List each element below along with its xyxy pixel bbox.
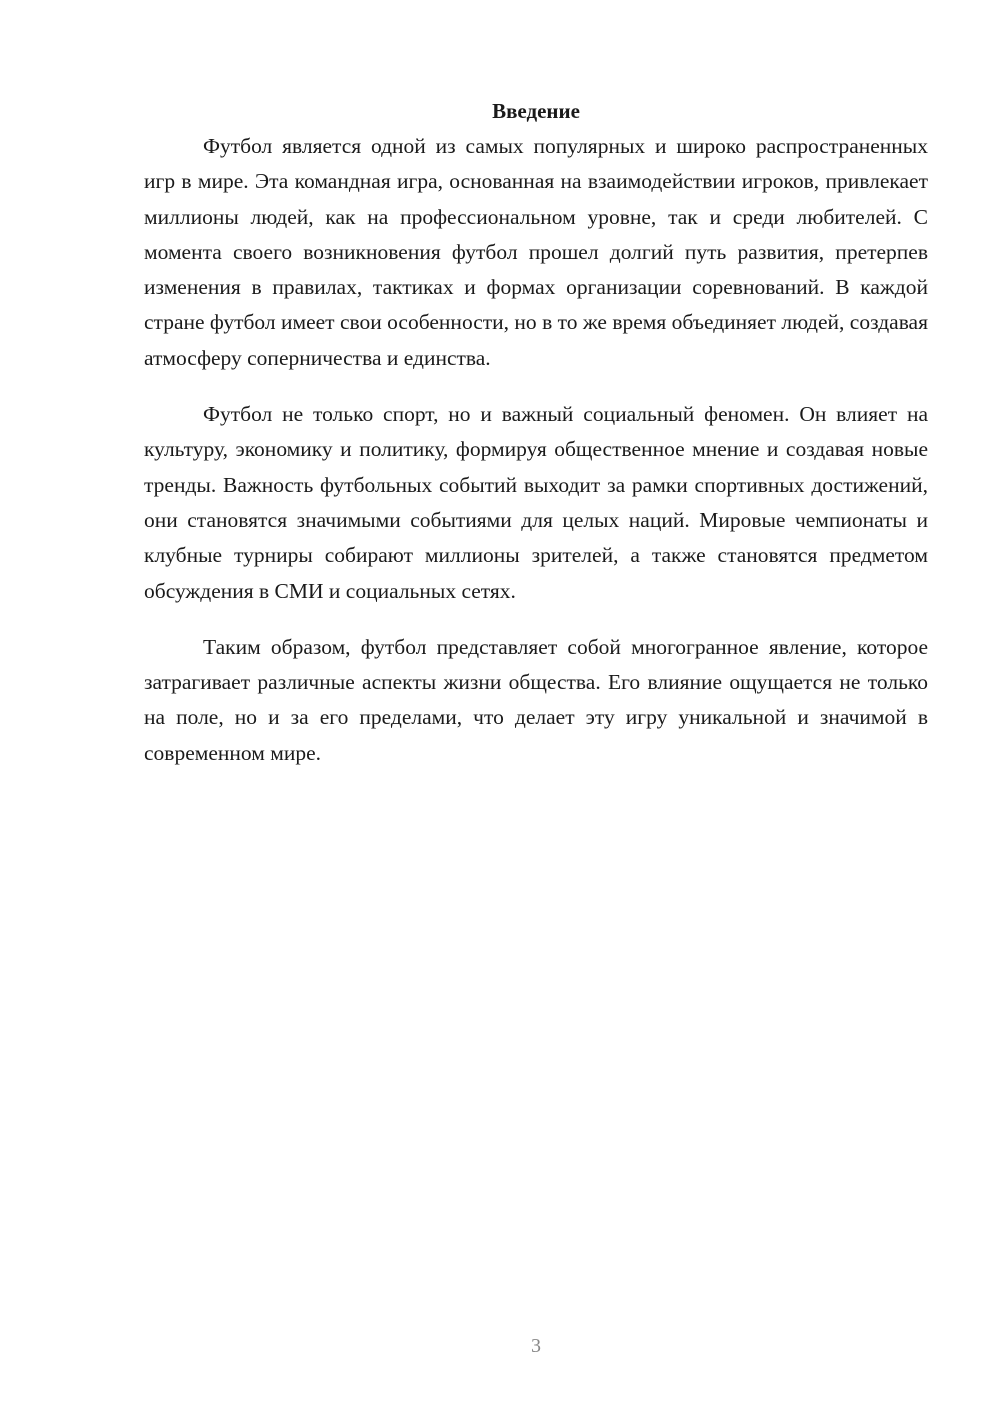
paragraph-1: Футбол является одной из самых популярных и широко распространенных игр в мире. Эта командная игра, основанная на взаимодействии игроков, привлекает миллионы людей, как на профессиональном уровне, так и среди любителей. С момента своего возникновения футбол прошел долгий путь развития, претерпев изменения в правилах, тактиках и формах организации соревнований. В каждой стране футбол имеет свои особенности, но в то же время объединяет людей, создавая атмосферу соперничества и единства. xyxy=(144,134,928,370)
paragraph-3: Таким образом, футбол представляет собой многогранное явление, которое затрагивает различные аспекты жизни общества. Его влияние ощущается не только на поле, но и за его пределами, что делает эту игру уникальной и значимой в современном мире. xyxy=(144,634,928,765)
section-heading: Введение xyxy=(492,99,580,123)
page-number: 3 xyxy=(531,1335,541,1357)
paragraph-2: Футбол не только спорт, но и важный социальный феномен. Он влияет на культуру, экономику и политику, формируя общественное мнение и создавая новые тренды. Важность футбольных событий выходит за рамки спортивных достижений, они становятся значимыми событиями для целых наций. Мировые чемпионаты и клубные турниры собирают миллионы зрителей, а также становятся предметом обсуждения в СМИ и социальных сетях. xyxy=(144,402,928,603)
page-body xyxy=(144,96,928,792)
